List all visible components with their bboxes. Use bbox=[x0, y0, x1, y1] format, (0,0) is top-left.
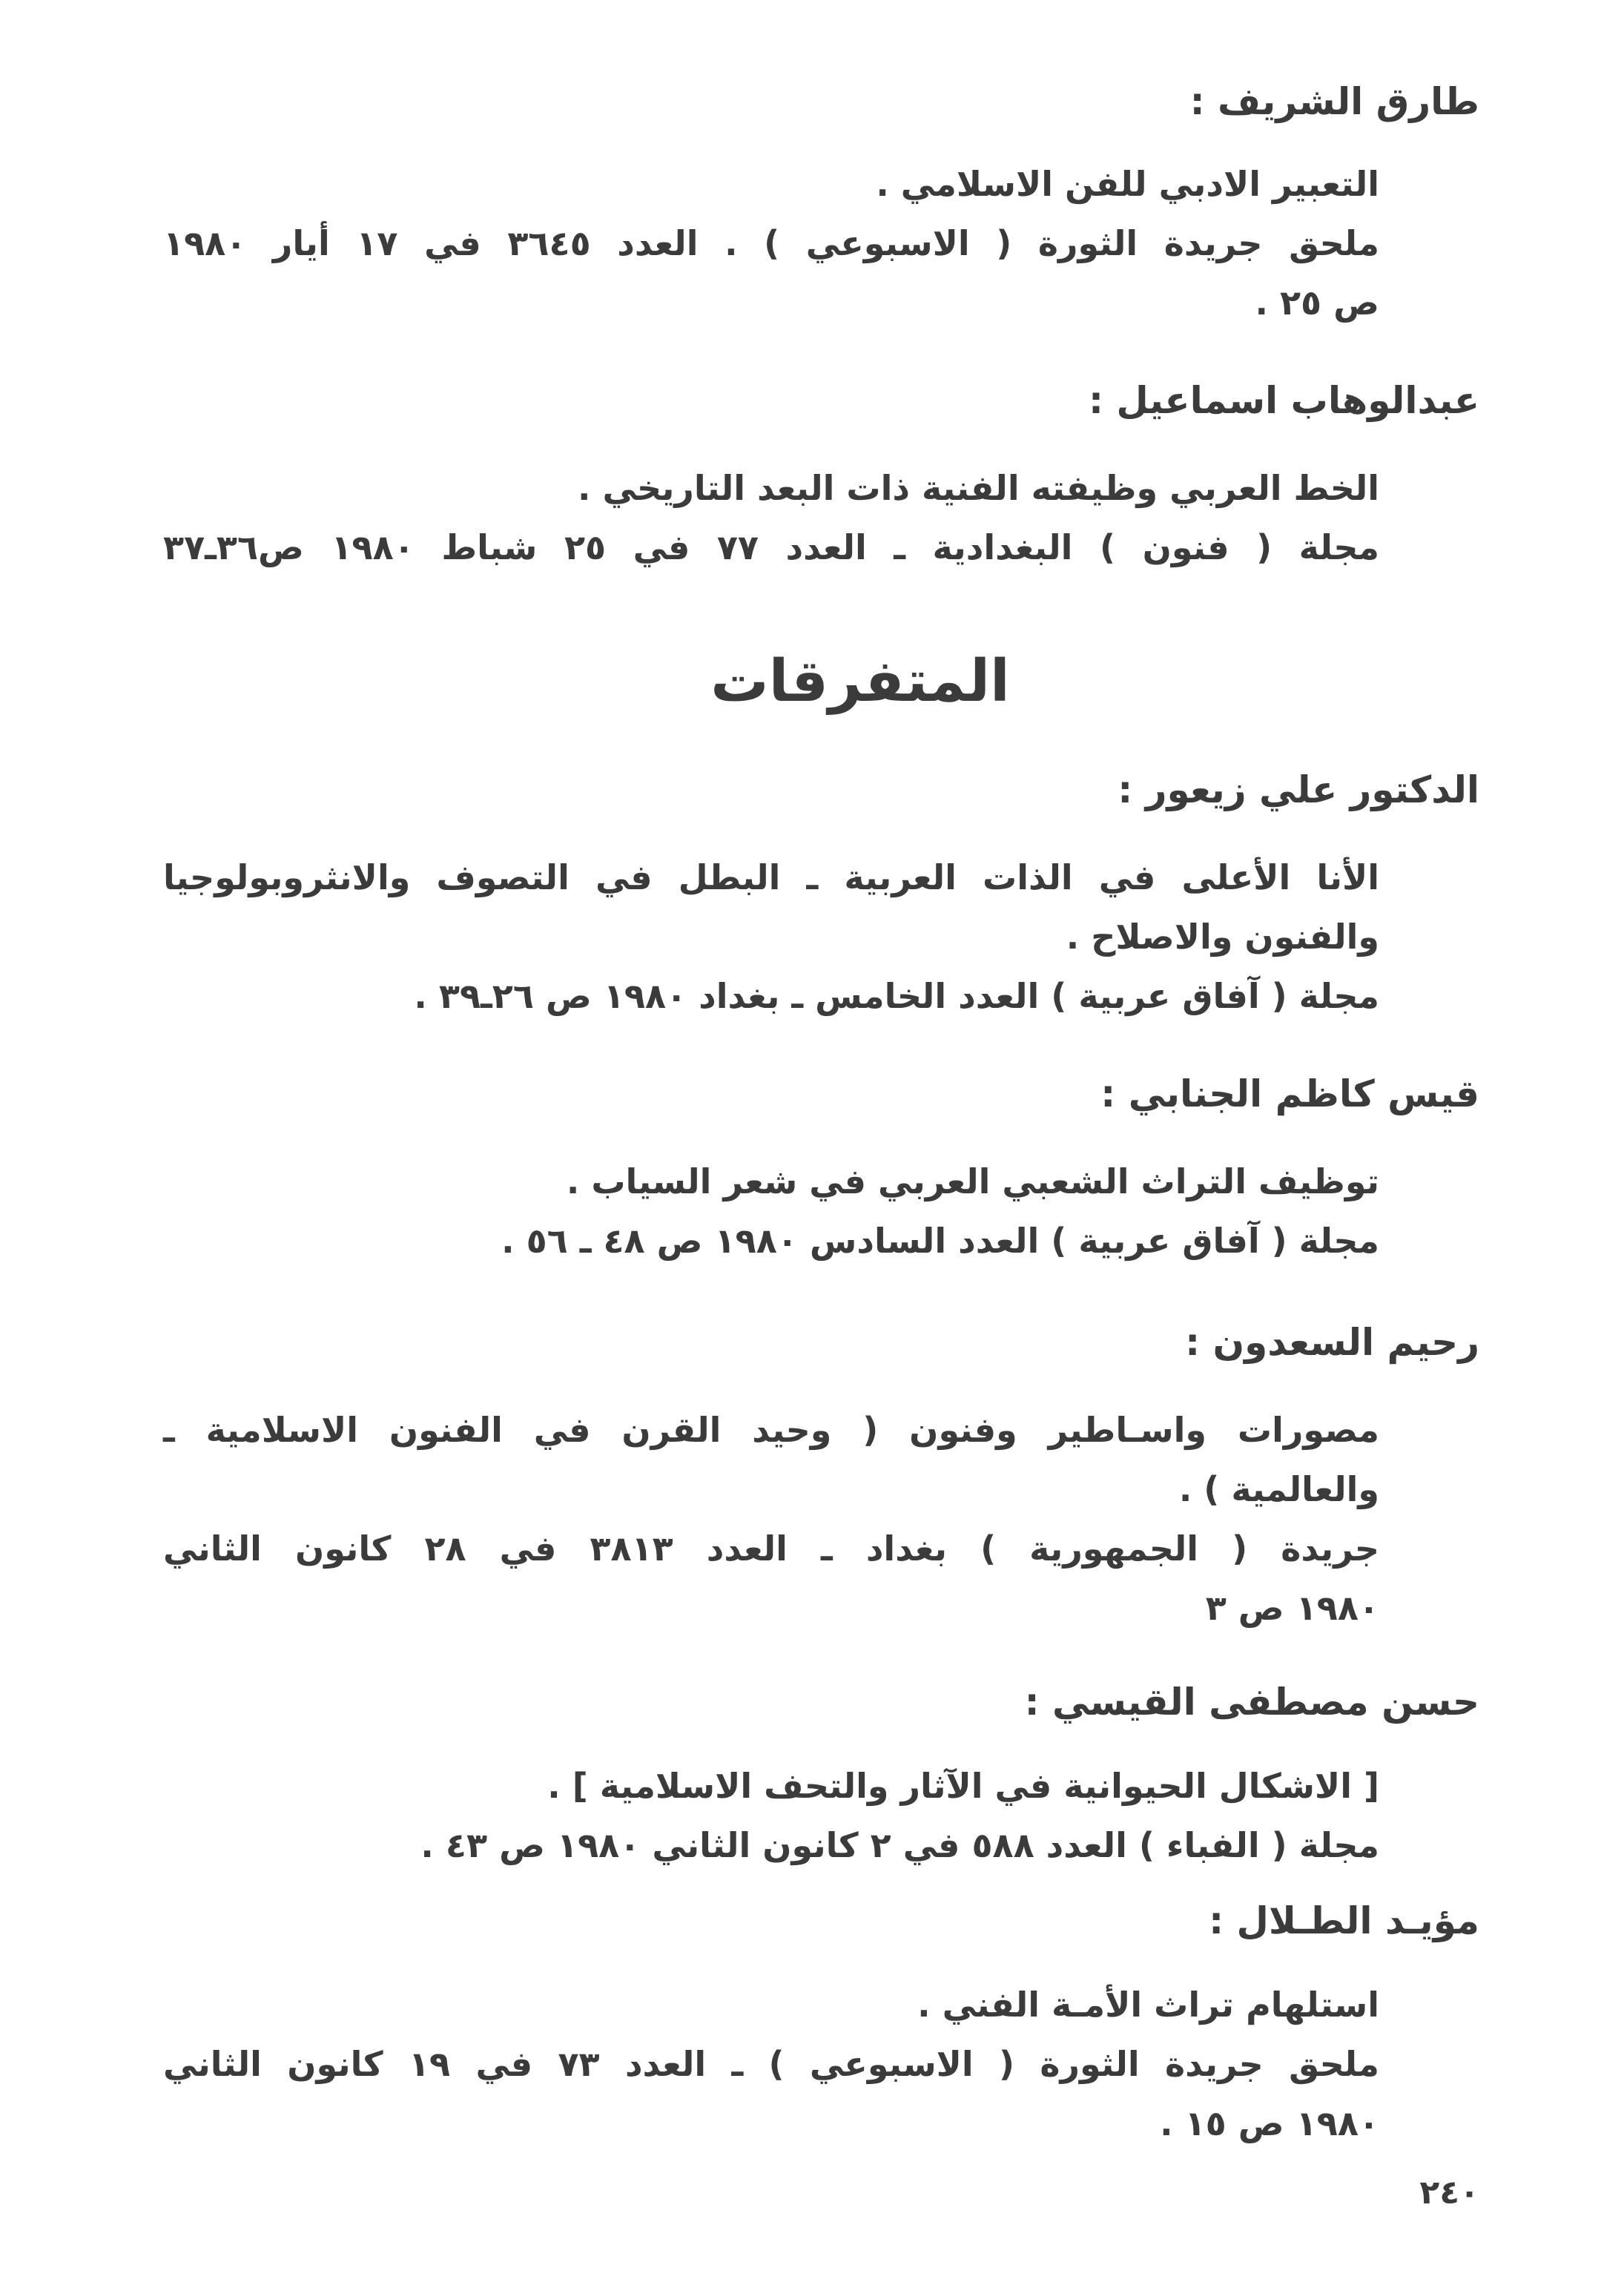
article-title-continued: والفنون والاصلاح . bbox=[1066, 917, 1379, 957]
author-heading: الدكتور علي زيعور : bbox=[1118, 768, 1479, 811]
article-title-continued: والعالمية ) . bbox=[1178, 1469, 1379, 1509]
citation-line: ص ٢٥ . bbox=[1255, 283, 1379, 323]
article-title: استلهام تراث الأمـة الفني . bbox=[917, 1985, 1379, 2025]
author-heading: طارق الشريف : bbox=[1189, 80, 1479, 123]
author-heading: مؤيـد الطـلال : bbox=[1209, 1899, 1479, 1942]
article-title: توظيف التراث الشعبي العربي في شعر السياب . bbox=[566, 1161, 1379, 1201]
citation-line: ١٩٨٠ ص ٣ bbox=[1205, 1588, 1379, 1628]
author-heading: رحيم السعدون : bbox=[1185, 1321, 1479, 1364]
citation-line: مجلة ( فنون ) البغدادية ـ العدد ٧٧ في ٢٥ شباط ١٩٨٠ ص٣٦ـ٣٧ bbox=[163, 527, 1379, 567]
section-title: المتفرقات bbox=[710, 648, 1010, 715]
citation-line: ملحق جريدة الثورة ( الاسبوعي ) ـ العدد ٧٣ في ١٩ كانون الثاني bbox=[163, 2044, 1379, 2084]
citation-line: مجلة ( الفباء ) العدد ٥٨٨ في ٢ كانون الثاني ١٩٨٠ ص ٤٣ . bbox=[420, 1825, 1379, 1865]
author-heading: قيس كاظم الجنابي : bbox=[1100, 1072, 1479, 1115]
author-heading: عبدالوهاب اسماعيل : bbox=[1088, 379, 1479, 422]
citation-line: ملحق جريدة الثورة ( الاسبوعي ) . العدد ٣٦٤٥ في ١٧ أيار ١٩٨٠ bbox=[163, 223, 1379, 263]
citation-line: مجلة ( آفاق عربية ) العدد السادس ١٩٨٠ ص ٤٨ ـ ٥٦ . bbox=[501, 1221, 1379, 1261]
citation-line: جريدة ( الجمهورية ) بغداد ـ العدد ٣٨١٣ في ٢٨ كانون الثاني bbox=[163, 1529, 1379, 1569]
article-title: الأنا الأعلى في الذات العربية ـ البطل في التصوف والانثروبولوجيا bbox=[163, 857, 1379, 897]
author-heading: حسن مصطفى القيسي : bbox=[1024, 1681, 1479, 1724]
article-title: [ الاشكال الحيوانية في الآثار والتحف الاسلامية ] . bbox=[547, 1766, 1379, 1806]
article-title: الخط العربي وظيفته الفنية ذات البعد التاريخي . bbox=[577, 468, 1379, 508]
page-number: ٢٤٠ bbox=[1419, 2174, 1479, 2212]
citation-line: ١٩٨٠ ص ١٥ . bbox=[1160, 2103, 1379, 2143]
citation-line: مجلة ( آفاق عربية ) العدد الخامس ـ بغداد ١٩٨٠ ص ٢٦ـ٣٩ . bbox=[414, 976, 1379, 1016]
article-title: التعبير الادبي للفن الاسلامي . bbox=[876, 164, 1379, 204]
article-title: مصورات واسـاطير وفنون ( وحيد القرن في الفنون الاسلامية ـ bbox=[163, 1410, 1379, 1450]
